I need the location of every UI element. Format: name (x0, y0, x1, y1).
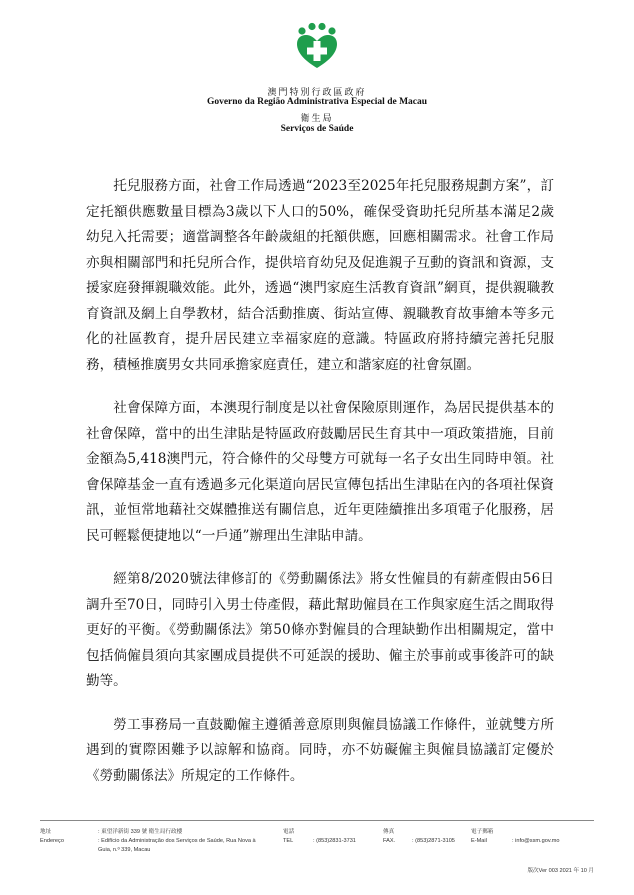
figure-head-icon (318, 23, 325, 30)
address-value: : 東望洋新街 339 號 衛生局行政樓 : Edifício da Administração dos Serviços de Saúde, Rua Nova à Guia, n.º 339, Macau (98, 829, 256, 853)
fax-label: 傳真 FAX. (383, 829, 396, 844)
fax-value: : (853)2871-3105 (412, 838, 455, 844)
government-name-pt: Governo da Região Administrativa Especial de Macau (206, 97, 428, 107)
paragraph-childcare: 托兒服務方面，社會工作局透過“2023至2025年托兒服務規劃方案”，訂定托額供應數量目標為3歲以下人口的50%，確保受資助托兒所基本滿足2歲幼兒入托需要；適當調整各年齡歲組的托額供應，回應相關需求。社會工作局亦與相關部門和托兒所合作，提供培育幼兒及促進親子互動的資訊和資源，支援家庭發揮親職效能。此外，透過“澳門家庭生活教育資訊”網頁，提供親職教育資訊及網上自學教材，結合活動推廣、街站宣傳、親職教育故事繪本等多元化的社區教育，提升居民建立幸福家庭的意識。特區政府將持續完善托兒服務，積極推廣男女共同承擔家庭責任，建立和諧家庭的社會氛圍。 (86, 178, 554, 373)
government-name-zh: 澳門特別行政區政府 (267, 88, 367, 98)
letter-body (86, 174, 554, 807)
health-family-cross-logo (293, 22, 341, 70)
tel-label: 電話 TEL (283, 829, 295, 844)
document-version: 版次Ver 003 2021 年 10 月 (527, 868, 594, 874)
tel-value: : (853)2831-3731 (313, 838, 356, 844)
email-value[interactable]: : info@ssm.gov.mo (512, 838, 560, 844)
address-label: 地址 Endereço (40, 829, 64, 844)
paragraph-labour-affairs: 勞工事務局一直鼓勵僱主遵循善意原則與僱員協議工作條件，並就雙方所遇到的實際困難予以諒解和協商。同時，亦不妨礙僱主與僱員協議訂定優於《勞動關係法》所規定的工作條件。 (86, 716, 554, 784)
paragraph-social-security: 社會保障方面，本澳現行制度是以社會保險原則運作，為居民提供基本的社會保障，當中的出生津貼是特區政府鼓勵居民生育其中一項政策措施，目前金額為5,418澳門元，符合條件的父母雙方可就每一名子女出生同時申領。社會保障基金一直有透過多元化渠道向居民宣傳包括出生津貼在內的各項社保資訊，並恒常地藉社交媒體推送有關信息，近年更陸續推出多項電子化服務，居民可輕鬆便捷地以“一戶通”辦理出生津貼申請。 (86, 400, 554, 544)
figure-head-icon (328, 27, 335, 34)
footer-divider (40, 820, 594, 821)
footer (0, 820, 634, 895)
figure-head-icon (308, 23, 315, 30)
paragraph-labour-law: 經第8/2020號法律修訂的《勞動關係法》將女性僱員的有薪產假由56日調升至70日，同時引入男士侍產假，藉此幫助僱員在工作與家庭生活之間取得更好的平衡。《勞動關係法》第50條亦對僱員的合理缺勤作出相關規定，當中包括倘僱員須向其家團成員提供不可延誤的援助、僱主於事前或事後許可的缺勤等。 (86, 571, 554, 689)
department-name-pt: Serviços de Saúde (280, 124, 354, 134)
figure-head-icon (298, 27, 305, 34)
department-name-zh: 衛生局 (300, 114, 334, 124)
email-label: 電子郵箱 E-Mail (471, 829, 494, 844)
